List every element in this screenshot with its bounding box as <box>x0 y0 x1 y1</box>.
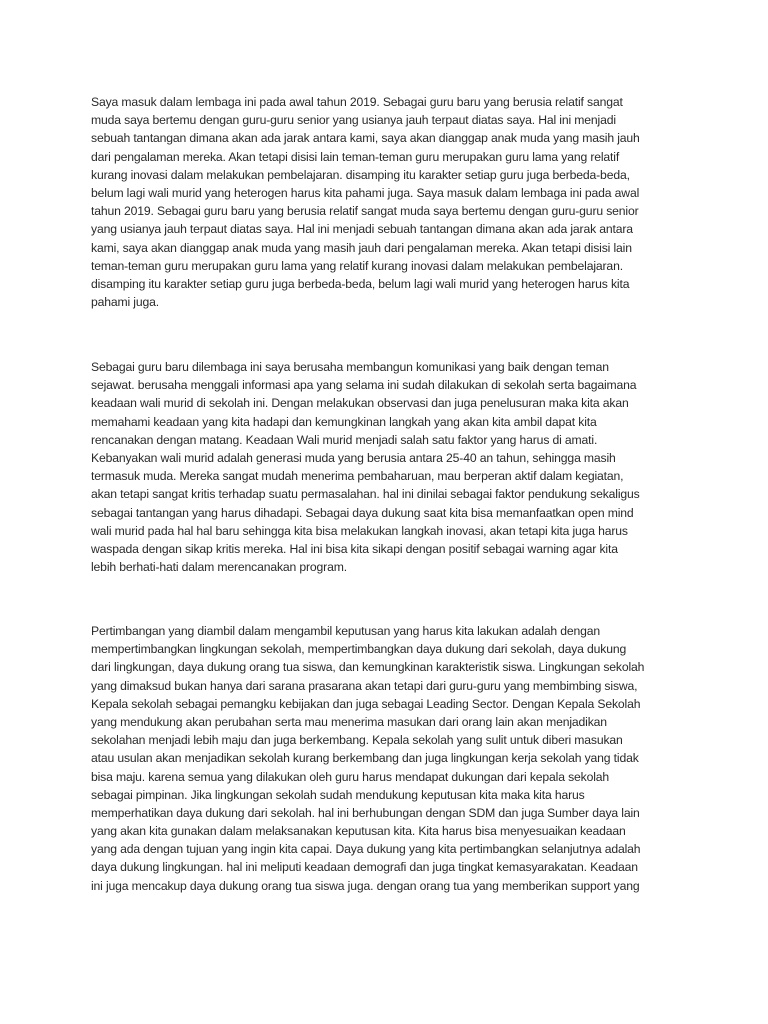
text-line: sebagai pimpinan. Jika lingkungan sekolah sudah mendukung keputusan kita maka kita harus <box>91 787 585 802</box>
text-line: yang ada dengan tujuan yang ingin kita capai. Daya dukung yang kita pertimbangkan selanjutnya adalah <box>91 842 641 857</box>
text-line: termasuk muda. Mereka sangat mudah menerima pembaharuan, mau berperan aktif dalam kegiatan, <box>91 469 624 484</box>
text-line: akan tetapi sangat kritis terhadap suatu permasalahan. hal ini dinilai sebagai faktor pendukung sekaligus <box>91 487 640 502</box>
text-line: waspada dengan sikap kritis mereka. Hal ini bisa kita sikapi dengan positif sebagai warning agar kita <box>91 541 618 556</box>
text-line: lebih berhati-hati dalam merencanakan program. <box>91 560 347 575</box>
text-line: rencanakan dengan matang. Keadaan Wali murid menjadi salah satu faktor yang harus di amati. <box>91 432 598 447</box>
text-line: disamping itu karakter setiap guru juga berbeda-beda, belum lagi wali murid yang heterogen harus kita <box>91 276 630 291</box>
text-line: dari pengalaman mereka. Akan tetapi disisi lain teman-teman guru merupakan guru lama yang relatif <box>91 149 620 164</box>
text-line: yang usianya jauh terpaut diatas saya. Hal ini menjadi sebuah tantangan dimana akan ada jarak antara <box>91 222 633 237</box>
text-line: sebagai tantangan yang harus dihadapi. Sebagai daya dukung saat kita bisa memanfaatkan open mind <box>91 505 634 520</box>
text-line: muda saya bertemu dengan guru-guru senior yang usianya jauh terpaut diatas saya. Hal ini menjadi <box>91 113 616 128</box>
paragraph <box>91 358 640 576</box>
text-line: sejawat. berusaha menggali informasi apa yang selama ini sudah dilakukan di sekolah serta bagaimana <box>91 378 637 393</box>
text-line: tahun 2019. Sebagai guru baru yang berusia relatif sangat muda saya bertemu dengan guru-guru senior <box>91 204 639 219</box>
text-line: yang akan kita gunakan dalam melaksanakan keputusan kita. Kita harus bisa menyesuaikan keadaan <box>91 824 626 839</box>
text-line: belum lagi wali murid yang heterogen harus kita pahami juga. Saya masuk dalam lembaga ini pada awal <box>91 185 640 200</box>
paragraph <box>91 93 640 311</box>
text-line: kami, saya akan dianggap anak muda yang masih jauh dari pengalaman mereka. Akan tetapi disisi lain <box>91 240 632 255</box>
text-line: ini juga mencakup daya dukung orang tua siswa juga. dengan orang tua yang memberikan support yang <box>91 878 640 893</box>
text-line: pahami juga. <box>91 295 159 310</box>
text-line: atau usulan akan menjadikan sekolah kurang berkembang dan juga lingkungan kerja sekolah yang tidak <box>91 751 639 766</box>
text-line: sekolahan menjadi lebih maju dan juga berkembang. Kepala sekolah yang sulit untuk diberi masukan <box>91 733 623 748</box>
text-line: wali murid pada hal hal baru sehingga kita bisa melakukan langkah inovasi, akan tetapi kita juga harus <box>91 523 628 538</box>
text-line: bisa maju. karena semua yang dilakukan oleh guru harus mendapat dukungan dari kepala sekolah <box>91 769 610 784</box>
text-line: mempertimbangkan lingkungan sekolah, mempertimbangkan daya dukung dari sekolah, daya dukung <box>91 642 627 657</box>
text-line: kurang inovasi dalam melakukan pembelajaran. disamping itu karakter setiap guru juga berbeda-beda, <box>91 167 630 182</box>
text-line: memahami keadaan yang kita hadapi dan kemungkinan langkah yang akan kita ambil dapat kita <box>91 414 597 429</box>
text-line: yang dimaksud bukan hanya dari sarana prasarana akan tetapi dari guru-guru yang membimbing siswa, <box>91 678 638 693</box>
text-line: memperhatikan daya dukung dari sekolah. hal ini berhubungan dengan SDM dan juga Sumber daya lain <box>91 805 640 820</box>
paragraph <box>91 622 644 895</box>
text-line: Kebanyakan wali murid adalah generasi muda yang berusia antara 25-40 an tahun, sehingga masih <box>91 450 616 465</box>
text-line: daya dukung lingkungan. hal ini meliputi keadaan demografi dan juga tingkat kemasyarakatan. Keadaan <box>91 860 638 875</box>
text-line: dari lingkungan, daya dukung orang tua siswa, dan kemungkinan karakteristik siswa. Lingkungan sekolah <box>91 660 645 675</box>
text-line: Sebagai guru baru dilembaga ini saya berusaha membangun komunikasi yang baik dengan teman <box>91 360 609 374</box>
text-line: teman-teman guru merupakan guru lama yang relatif kurang inovasi dalam melakukan pembelajaran. <box>91 258 623 273</box>
text-line: Pertimbangan yang diambil dalam mengambil keputusan yang harus kita lakukan adalah dengan <box>91 624 601 638</box>
text-line: keadaan wali murid di sekolah ini. Dengan melakukan observasi dan juga penelusuran maka kita akan <box>91 396 629 411</box>
text-line: yang mendukung akan perubahan serta mau menerima masukan dari orang lain akan menjadikan <box>91 714 607 729</box>
text-line: Kepala sekolah sebagai pemangku kebijakan dan juga sebagai Leading Sector. Dengan Kepala Sekolah <box>91 696 641 711</box>
text-line: sebuah tantangan dimana akan ada jarak antara kami, saya akan dianggap anak muda yang masih jauh <box>91 131 640 146</box>
text-line: Saya masuk dalam lembaga ini pada awal tahun 2019. Sebagai guru baru yang berusia relatif sangat <box>91 95 623 109</box>
